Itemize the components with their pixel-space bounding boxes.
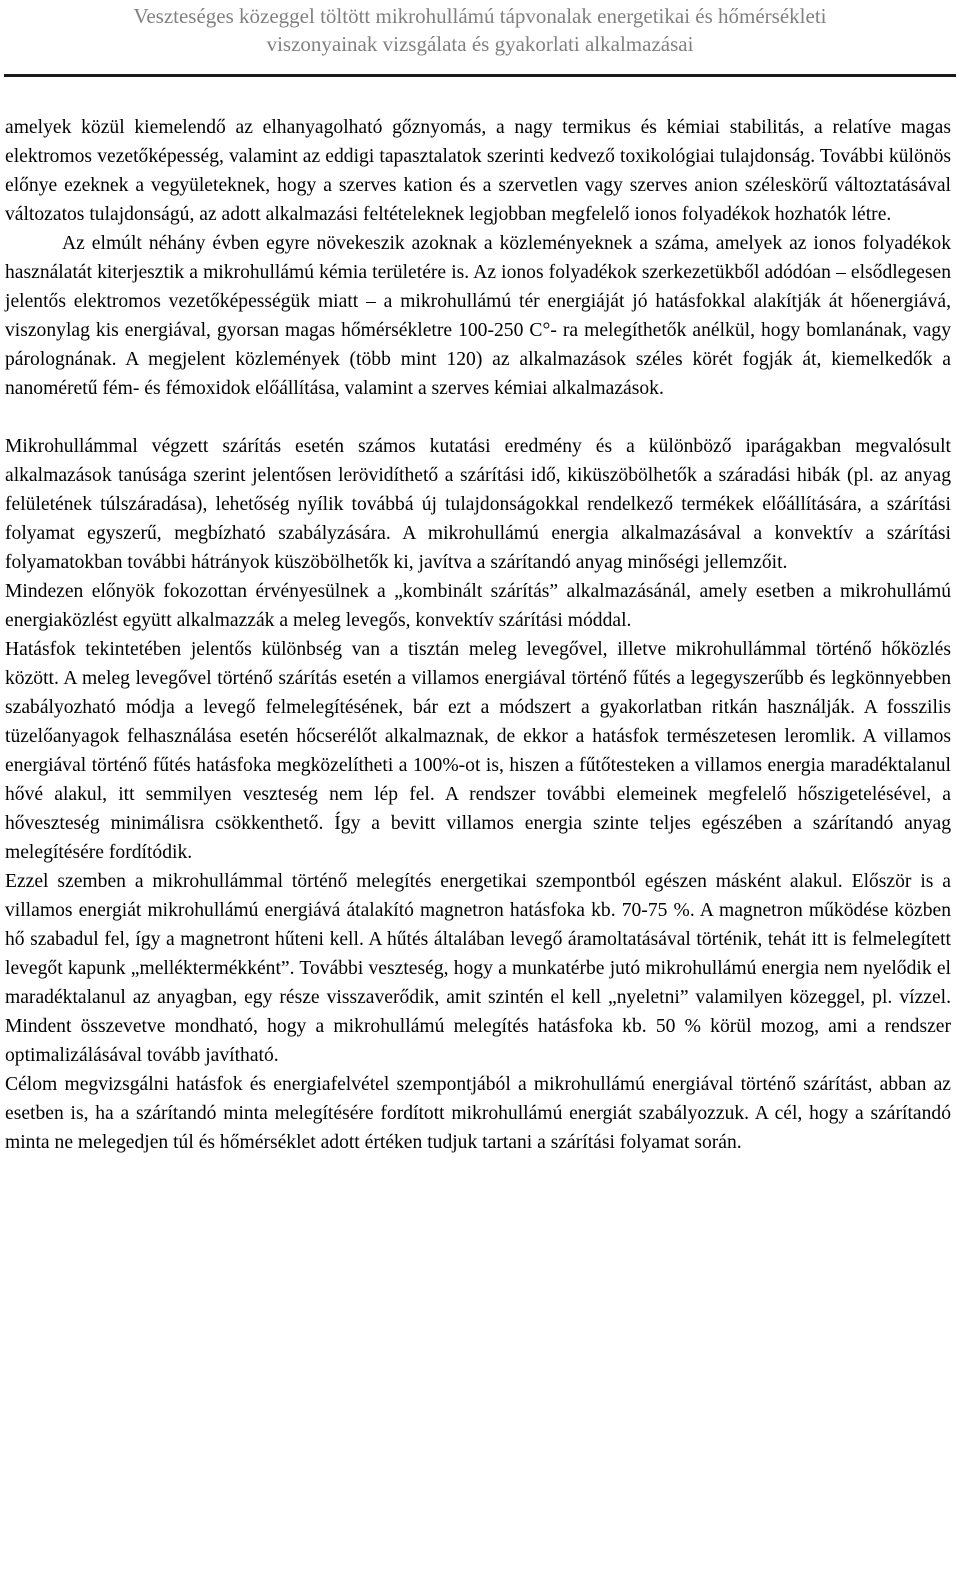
paragraph: Hatásfok tekintetében jelentős különbség van a tisztán meleg levegővel, illetve mikrohullámmal történő hőközlés között. A meleg levegővel történő szárítás esetén a villamos energiával történő fűtés a legegyszerűbb és legkönnyebben szabályozható módja a levegő felmelegítésének, bár ezt a módszert a gyakorlatban ritkán használják. A fosszilis tüzelőanyagok felhasználása esetén hőcserélőt alkalmaznak, de ekkor a hatásfok természetesen leromlik. A villamos energiával történő fűtés hatásfoka megközelítheti a 100%-ot is, hiszen a fűtőtesteken a villamos energia maradéktalanul hővé alakul, itt semmilyen veszteség nem lép fel. A rendszer további elemeinek megfelelő hőszigetelésével, a hőveszteség minimálisra csökkenthető. Így a bevitt villamos energia szinte teljes egészében a szárítandó anyag melegítésére fordítódik. [5,639,951,863]
header-divider [4,74,956,77]
running-header-line-1: Veszteséges közeggel töltött mikrohullámú tápvonalak energetikai és hőmérsékleti [133,4,827,28]
body-text [5,113,951,1157]
paragraph: Az elmúlt néhány évben egyre növekeszik azoknak a közleményeknek a száma, amelyek az ionos folyadékok használatát kiterjesztik a mikrohullámú kémia területére is. Az ionos folyadékok szerkezetükből adódóan – elsődlegesen jelentős elektromos vezetőképességük miatt – a mikrohullámú tér energiáját jó hatásfokkal alakítják át hőenergiává, viszonylag kis energiával, gyorsan magas hőmérsékletre 100-250 C°- ra melegíthetők anélkül, hogy bomlanának, vagy párolognának. A megjelent közlemények (több mint 120) az alkalmazások széles körét fogják át, kiemelkedők a nanoméretű fém- és fémoxidok előállítása, valamint a szerves kémiai alkalmazások. [5,233,951,399]
running-header-line-2: viszonyainak vizsgálata és gyakorlati alkalmazásai [266,32,694,56]
paragraph: amelyek közül kiemelendő az elhanyagolható gőznyomás, a nagy termikus és kémiai stabilitás, a relatíve magas elektromos vezetőképesség, valamint az eddigi tapasztalatok szerinti kedvező toxikológiai tulajdonság. További különös előnye ezeknek a vegyületeknek, hogy a szerves kation és a szervetlen vagy szerves anion széleskörű változtatásával változatos tulajdonságú, az adott alkalmazási feltételeknek legjobban megfelelő ionos folyadékok hozhatók létre. [5,117,951,225]
paragraph: Mindezen előnyök fokozottan érvényesülnek a „kombinált szárítás” alkalmazásánál, amely esetben a mikrohullámú energiaközlést együtt alkalmazzák a meleg levegős, konvektív szárítási móddal. [5,581,951,631]
paragraph: Célom megvizsgálni hatásfok és energiafelvétel szempontjából a mikrohullámú energiával történő szárítást, abban az esetben is, ha a szárítandó minta melegítésére fordított mikrohullámú energiát szabályozzuk. A cél, hogy a szárítandó minta ne melegedjen túl és hőmérséklet adott értéken tudjuk tartani a szárítási folyamat során. [5,1074,951,1153]
paragraph: Mikrohullámmal végzett szárítás esetén számos kutatási eredmény és a különböző iparágakban megvalósult alkalmazások tanúsága szerint jelentősen lerövidíthető a szárítási idő, kiküszöbölhetők a száradási hibák (pl. az anyag felületének túlszáradása), lehetőség nyílik továbbá új tulajdonságokkal rendelkező termékek előállítására, a szárítási folyamat egyszerű, megbízható szabályzására. A mikrohullámú energia alkalmazásával a konvektív a szárítási folyamatokban további hátrányok küszöbölhetők ki, javítva a szárítandó anyag minőségi jellemzőit. [5,436,951,573]
running-header [0,2,960,58]
paragraph: Ezzel szemben a mikrohullámmal történő melegítés energetikai szempontból egészen másként alakul. Először is a villamos energiát mikrohullámú energiává átalakító magnetron hatásfoka kb. 70-75 %. A magnetron működése közben hő szabadul fel, így a magnetront hűteni kell. A hűtés általában levegő áramoltatásával történik, tehát itt is felmelegített levegőt kapunk „melléktermékként”. További veszteség, hogy a munkatérbe jutó mikrohullámú energia nem nyelődik el maradéktalanul az anyagban, egy része visszaverődik, amit szintén el kell „nyeletni” valamilyen közeggel, pl. vízzel. Mindent összevetve mondható, hogy a mikrohullámú melegítés hatásfoka kb. 50 % körül mozog, ami a rendszer optimalizálásával tovább javítható. [5,871,951,1066]
